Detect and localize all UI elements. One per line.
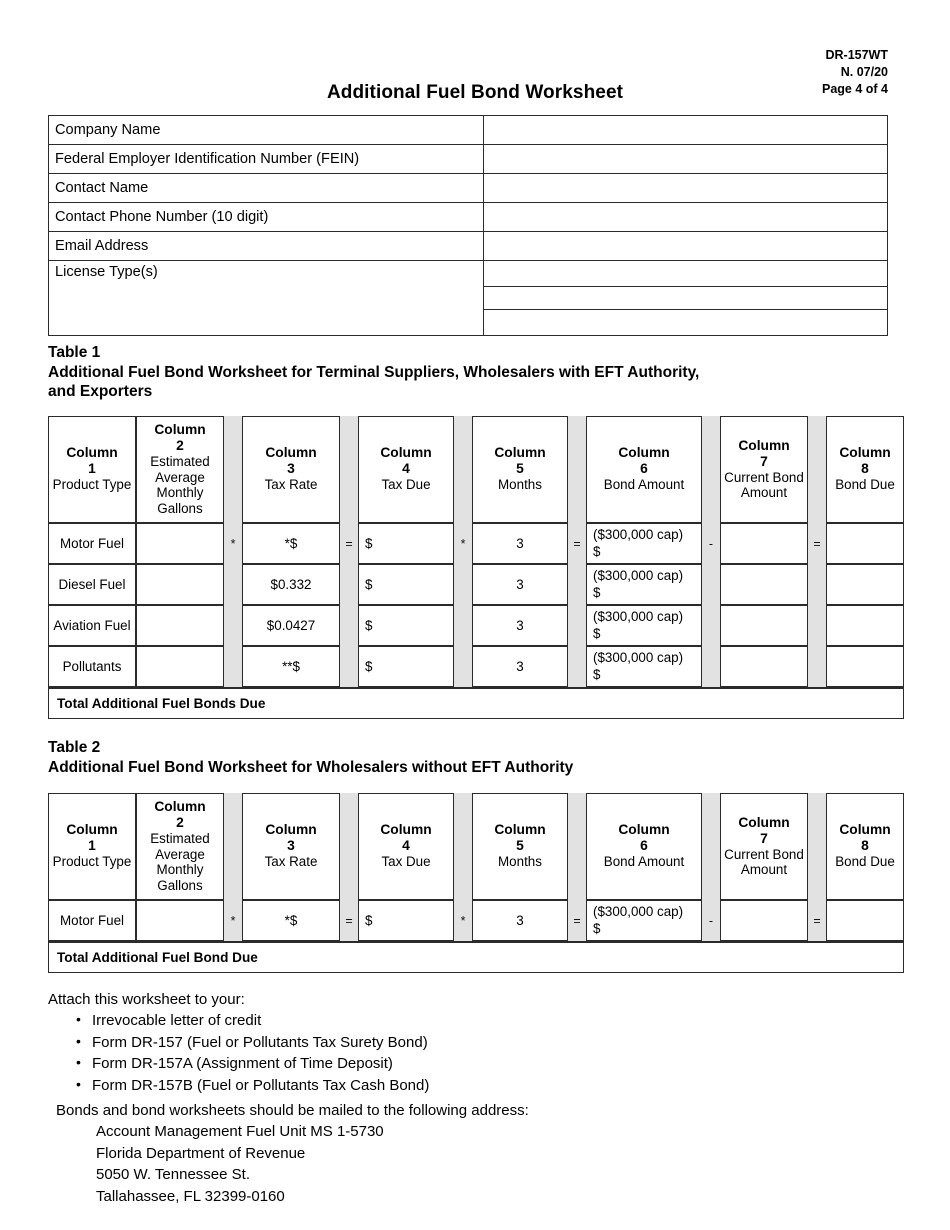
fein-field[interactable] [484,145,888,174]
bond-cap-note: ($300,000 cap) [593,904,684,919]
table2-total-label: Total Additional Fuel Bond Due [48,941,904,973]
spacer-col-c [454,793,472,900]
spacer-col-b [340,605,358,646]
table1-months: 3 [472,605,568,646]
contact-phone-field[interactable] [484,203,888,232]
spacer-col-f [808,416,826,523]
operator-multiply: * [224,900,242,941]
table-row [48,523,904,564]
table1-gallons-field[interactable] [136,523,224,564]
attachment-list [48,1010,908,1096]
table2-col7-header: Column 7 Current Bond Amount [720,793,808,900]
mail-lead: Bonds and bond worksheets should be mailed to the following address: [56,1102,529,1119]
email-label: Email Address [49,232,484,261]
license-type-field-2[interactable] [484,287,887,310]
spacer-col-a [224,793,242,900]
table1-current-bond-field[interactable] [720,523,808,564]
spacer-col-f [808,605,826,646]
operator-minus: - [702,900,720,941]
address-line: Tallahassee, FL 32399-0160 [96,1187,285,1205]
table1-header-row [48,416,904,523]
table1-col7-header: Column 7 Current Bond Amount [720,416,808,523]
list-item: • Form DR-157B (Fuel or Pollutants Tax Cash Bond) [76,1075,908,1097]
list-item: • Form DR-157 (Fuel or Pollutants Tax Surety Bond) [76,1032,908,1054]
attach-lead: Attach this worksheet to your: [48,991,245,1008]
table1-months: 3 [472,523,568,564]
operator-equals-2: = [568,523,586,564]
table1-gallons-field[interactable] [136,605,224,646]
table1-tax-rate: $0.0427 [242,605,340,646]
table2-product-type: Motor Fuel [48,900,136,941]
table1-tax-due-field[interactable]: $ [358,564,454,605]
operator-multiply: * [224,523,242,564]
table1-bond-due-field[interactable] [826,646,904,687]
table1-bond-due-field[interactable] [826,523,904,564]
page-number: Page 4 of 4 [822,82,888,96]
table2-bond-due-field[interactable] [826,900,904,941]
table2-col1-header: Column 1 Product Type [48,793,136,900]
table2-col4-header: Column 4 Tax Due [358,793,454,900]
spacer-col-e [702,564,720,605]
list-item: • Irrevocable letter of credit [76,1010,908,1032]
spacer-col-e [702,416,720,523]
spacer-col-a [224,646,242,687]
table-row [48,900,904,941]
bond-amount-value: $ [593,920,601,936]
table2-header-row [48,793,904,900]
spacer-col-c [454,564,472,605]
spacer-col-a [224,605,242,646]
table1-col8-header: Column 8 Bond Due [826,416,904,523]
table1-col3-header: Column 3 Tax Rate [242,416,340,523]
spacer-col-f [808,646,826,687]
table1-col5-header: Column 5 Months [472,416,568,523]
table2-col3-header: Column 3 Tax Rate [242,793,340,900]
table2-col2-header: Column 2 Estimated Average Monthly Gallons [136,793,224,900]
bond-amount-value: $ [593,543,601,559]
license-type-fields [484,261,888,336]
spacer-col-c [454,605,472,646]
operator-equals: = [340,523,358,564]
spacer-col-b [340,416,358,523]
table-row [49,232,888,261]
table2-tax-due-field[interactable]: $ [358,900,454,941]
bond-amount-value: $ [593,666,601,682]
spacer-col-e [702,793,720,900]
table-row [49,261,888,336]
table2-current-bond-field[interactable] [720,900,808,941]
table1-bond-due-field[interactable] [826,564,904,605]
spacer-col-d [568,646,586,687]
table1-product-type: Pollutants [48,646,136,687]
table1-bond-amount-field[interactable] [586,646,702,687]
spacer-col-b [340,793,358,900]
table1-col6-header: Column 6 Bond Amount [586,416,702,523]
bond-amount-value: $ [593,584,601,600]
table1-months: 3 [472,646,568,687]
bond-cap-note: ($300,000 cap) [593,609,684,624]
table2-heading [48,738,908,777]
spacer-col-e [702,646,720,687]
license-type-label: License Type(s) [49,261,484,336]
table1-total-label: Total Additional Fuel Bonds Due [48,687,904,719]
table2-gallons-field[interactable] [136,900,224,941]
table1-product-type: Motor Fuel [48,523,136,564]
company-name-field[interactable] [484,116,888,145]
spacer-col-b [340,564,358,605]
bond-cap-note: ($300,000 cap) [593,527,684,542]
table1-tax-rate: *$ [242,523,340,564]
operator-equals-3: = [808,523,826,564]
spacer-col-d [568,564,586,605]
table1-gallons-field[interactable] [136,646,224,687]
license-type-field-1[interactable] [484,264,887,287]
table1-grid [48,416,904,719]
table1-gallons-field[interactable] [136,564,224,605]
table1-months: 3 [472,564,568,605]
bond-cap-note: ($300,000 cap) [593,650,684,665]
table2-bond-amount-field[interactable] [586,900,702,941]
spacer-col-d [568,793,586,900]
table2-col5-header: Column 5 Months [472,793,568,900]
page-title: Additional Fuel Bond Worksheet [326,82,624,103]
spacer-col-c [454,646,472,687]
list-item: • Form DR-157A (Assignment of Time Deposit) [76,1053,908,1075]
form-revision: N. 07/20 [840,65,888,79]
table2-grid [48,793,904,973]
address-line: Account Management Fuel Unit MS 1-5730 [96,1123,384,1140]
table1-col4-header: Column 4 Tax Due [358,416,454,523]
operator-multiply-2: * [454,900,472,941]
table-row [48,605,904,646]
table2-title-line1: Additional Fuel Bond Worksheet for Wholesalers without EFT Authority [48,758,574,776]
table1-title-line1: Additional Fuel Bond Worksheet for Terminal Suppliers, Wholesalers with EFT Authority, [48,363,700,381]
table2-tax-rate: *$ [242,900,340,941]
table1-bond-amount-field[interactable] [586,605,702,646]
table1-current-bond-field[interactable] [720,564,808,605]
table-row [49,145,888,174]
operator-equals: = [340,900,358,941]
spacer-col-d [568,416,586,523]
table1-total-row [48,687,904,719]
table1-number: Table 1 [48,344,101,361]
table1-tax-due-field[interactable]: $ [358,523,454,564]
attachment-instructions [48,989,908,1096]
table1-current-bond-field[interactable] [720,646,808,687]
table2-col8-header: Column 8 Bond Due [826,793,904,900]
table1-tax-due-field[interactable]: $ [358,605,454,646]
company-name-label: Company Name [49,116,484,145]
spacer-col-d [568,605,586,646]
operator-equals-2: = [568,900,586,941]
table1-current-bond-field[interactable] [720,605,808,646]
table-row [49,116,888,145]
mailing-address [48,1121,908,1207]
company-info-table [48,115,888,336]
table2-total-row [48,941,904,973]
table-row [49,203,888,232]
table2-months: 3 [472,900,568,941]
bond-cap-note: ($300,000 cap) [593,568,684,583]
spacer-col-b [340,646,358,687]
operator-multiply-2: * [454,523,472,564]
spacer-col-c [454,416,472,523]
bond-amount-value: $ [593,625,601,641]
license-type-field-3[interactable] [484,310,887,333]
address-line: 5050 W. Tennessee St. [96,1166,250,1183]
contact-phone-label: Contact Phone Number (10 digit) [49,203,484,232]
table1-bond-due-field[interactable] [826,605,904,646]
table-row [49,174,888,203]
table1-product-type: Diesel Fuel [48,564,136,605]
spacer-col-a [224,416,242,523]
spacer-col-f [808,793,826,900]
table-row [48,646,904,687]
table1-title-line2: and Exporters [48,383,153,400]
table1-tax-due-field[interactable]: $ [358,646,454,687]
contact-name-field[interactable] [484,174,888,203]
table1-product-type: Aviation Fuel [48,605,136,646]
spacer-col-f [808,564,826,605]
form-number: DR-157WT [825,48,888,62]
table1-tax-rate: **$ [242,646,340,687]
operator-minus: - [702,523,720,564]
table1-heading [48,343,908,402]
table1-bond-amount-field[interactable] [586,564,702,605]
table1-bond-amount-field[interactable] [586,523,702,564]
table1-col1-header: Column 1 Product Type [48,416,136,523]
table-row [48,564,904,605]
table2-number: Table 2 [48,739,101,756]
operator-equals-3: = [808,900,826,941]
address-line: Florida Department of Revenue [96,1144,306,1162]
spacer-col-e [702,605,720,646]
spacer-col-a [224,564,242,605]
fein-label: Federal Employer Identification Number (FEIN) [49,145,484,174]
email-field[interactable] [484,232,888,261]
table1-col2-header: Column 2 Estimated Average Monthly Gallons [136,416,224,523]
table1-tax-rate: $0.332 [242,564,340,605]
mailing-instructions [48,1100,908,1207]
table2-col6-header: Column 6 Bond Amount [586,793,702,900]
contact-name-label: Contact Name [49,174,484,203]
